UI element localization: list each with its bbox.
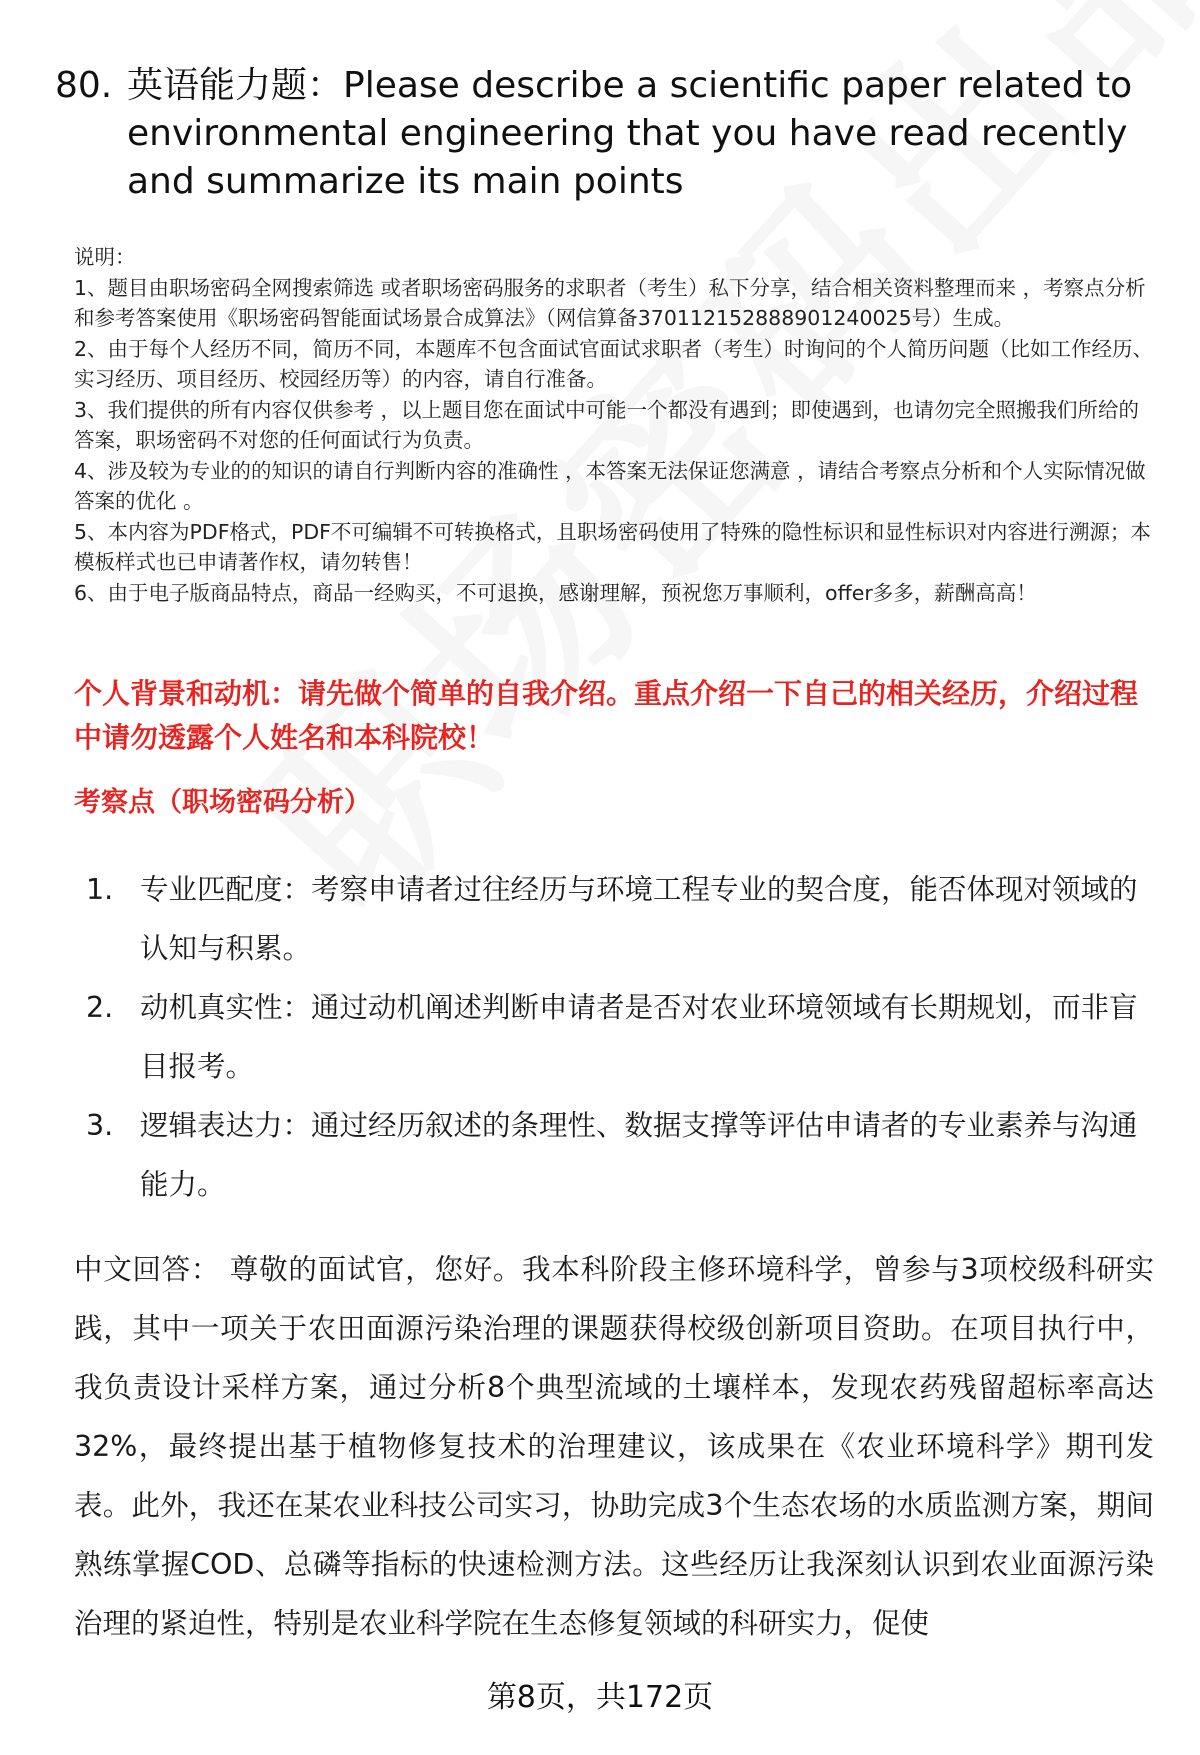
point-number: 2. xyxy=(86,991,114,1024)
note-item: 3、我们提供的所有内容仅供参考 ，以上题目您在面试中可能一个都没有遇到；即使遇到，也请勿完全照搬我们所给的答案，职场密码不对您的任何面试行为负责。 xyxy=(74,397,1140,452)
note-item: 4、涉及较为专业的的知识的请自行判断内容的准确性 ，本答案无法保证您满意 ，请结合考察点分析和个人实际情况做答案的优化 。 xyxy=(74,458,1146,513)
list-item xyxy=(74,978,1154,1096)
note-item: 6、由于电子版商品特点，商品一经购买，不可退换，感谢理解，预祝您万事顺利，offer多多，薪酬高高！ xyxy=(74,580,1037,605)
point-text: 专业匹配度：考察申请者过往经历与环境工程专业的契合度，能否体现对领域的认知与积累。 xyxy=(140,873,1138,965)
background-heading: 个人背景和动机：请先做个简单的自我介绍。重点介绍一下自己的相关经历，介绍过程中请勿透露个人姓名和本科院校！ xyxy=(74,677,1139,754)
list-item xyxy=(74,860,1154,978)
assessment-points-list xyxy=(74,860,1154,1214)
notes-title: 说明： xyxy=(74,245,136,269)
question-text: 英语能力题：Please describe a scientific paper related to environmental engineering that you have read recently and summarize its main points xyxy=(127,65,1133,202)
note-item: 2、由于每个人经历不同，简历不同，本题库不包含面试官面试求职者（考生）时询问的个人简历问题（比如工作经历、实习经历、项目经历、校园经历等）的内容，请自行准备。 xyxy=(74,336,1154,391)
point-text: 逻辑表达力：通过经历叙述的条理性、数据支撑等评估申请者的专业素养与沟通能力。 xyxy=(140,1109,1138,1201)
disclaimer-notes xyxy=(74,242,1154,608)
chinese-answer: 中文回答： 尊敬的面试官，您好。我本科阶段主修环境科学，曾参与3项校级科研实践，其中一项关于农田面源污染治理的课题获得校级创新项目资助。在项目执行中，我负责设计采样方案，通过分析8个典型流域的土壤样本，发现农药残留超标率高达32%，最终提出基于植物修复技术的治理建议，该成果在《农业环境科学》期刊发表。此外，我还在某农业科技公司实习，协助完成3个生态农场的水质监测方案，期间熟练掌握COD、总磷等指标的快速检测方法。这些经历让我深刻认识到农业面源污染治理的紧迫性，特别是农业科学院在生态修复领域的科研实力，促使 xyxy=(74,1253,1154,1640)
page-number: 第8页，共172页 xyxy=(486,1680,714,1715)
list-item xyxy=(74,1096,1154,1214)
note-item: 5、本内容为PDF格式，PDF不可编辑不可转换格式，且职场密码使用了特殊的隐性标识和显性标识对内容进行溯源；本模板样式也已申请著作权，请勿转售！ xyxy=(74,519,1151,574)
question-title xyxy=(55,62,1155,206)
note-item: 1、题目由职场密码全网搜索筛选 或者职场密码服务的求职者（考生）私下分享，结合相关资料整理而来 ，考察点分析和参考答案使用《职场密码智能面试场景合成算法》（网信算备370112152888901240025号）生成。 xyxy=(74,275,1146,330)
points-heading: 考察点（职场密码分析） xyxy=(74,787,371,818)
point-number: 1. xyxy=(86,873,114,906)
point-number: 3. xyxy=(86,1109,114,1142)
question-number: 80. xyxy=(55,65,113,106)
point-text: 动机真实性：通过动机阐述判断申请者是否对农业环境领域有长期规划，而非盲目报考。 xyxy=(140,991,1138,1083)
